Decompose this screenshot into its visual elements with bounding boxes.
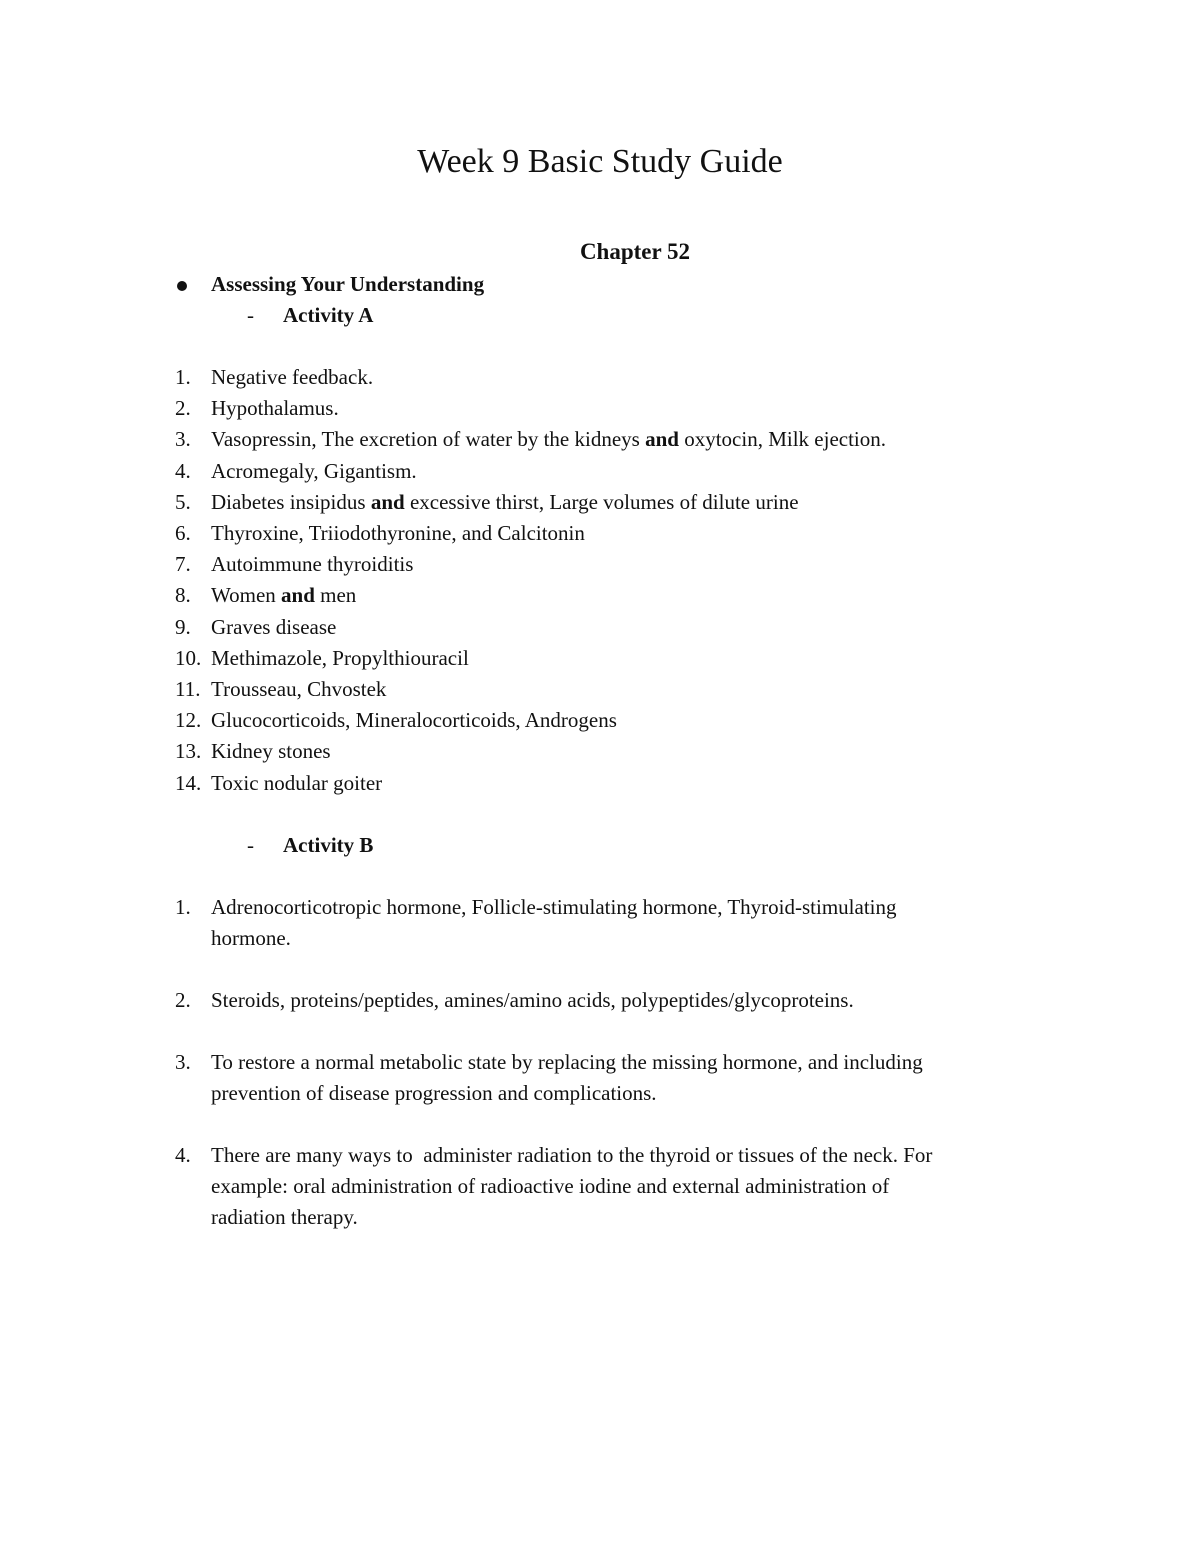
list-item-text: Diabetes insipidus and excessive thirst, Large volumes of dilute urine xyxy=(211,489,799,514)
list-item-text: Acromegaly, Gigantism. xyxy=(211,458,417,483)
list-item-text: Negative feedback. xyxy=(211,365,374,389)
page-title: Week 9 Basic Study Guide xyxy=(417,143,783,180)
list-item-number: 1. xyxy=(175,365,191,389)
list-item-number: 7. xyxy=(175,552,191,577)
dash-icon: - xyxy=(247,833,254,857)
list-item-number: 8. xyxy=(175,583,191,608)
list-item-number: 11. xyxy=(175,677,201,701)
list-item-text: Glucocorticoids, Mineralocorticoids, Androgens xyxy=(211,708,617,733)
emphasis-text: and xyxy=(645,427,679,452)
list-item-number: 5. xyxy=(175,489,191,514)
list-item-text: radiation therapy. xyxy=(211,1205,358,1229)
list-item-text: To restore a normal metabolic state by replacing the missing hormone, and including xyxy=(211,1050,923,1074)
section-heading: Assessing Your Understanding xyxy=(211,272,485,296)
emphasis-text: and xyxy=(281,583,315,608)
list-item-text: Hypothalamus. xyxy=(211,396,339,421)
list-item-text: Thyroxine, Triiodothyronine, and Calcitonin xyxy=(211,521,585,545)
list-item-text: Kidney stones xyxy=(211,739,331,764)
list-item-number: 9. xyxy=(175,614,191,639)
list-item-text: Steroids, proteins/peptides, amines/amino acids, polypeptides/glycoproteins. xyxy=(211,988,854,1012)
list-item-number: 2. xyxy=(175,988,191,1012)
list-item-text: Toxic nodular goiter xyxy=(211,770,383,795)
list-item-number: 13. xyxy=(175,739,202,764)
list-item-text: Adrenocorticotropic hormone, Follicle-stimulating hormone, Thyroid-stimulating xyxy=(211,895,897,919)
list-item-number: 3. xyxy=(175,1050,191,1074)
list-item-number: 6. xyxy=(175,521,191,545)
list-item-text: Women and men xyxy=(211,583,357,608)
list-item-text: hormone. xyxy=(211,926,291,950)
emphasis-text: and xyxy=(370,489,405,514)
list-item-number: 12. xyxy=(175,708,202,733)
dash-icon: - xyxy=(247,303,254,327)
list-item-number: 2. xyxy=(175,396,191,421)
list-item-number: 1. xyxy=(175,895,191,919)
list-item-text: Graves disease xyxy=(211,614,337,639)
list-item-text: Autoimmune thyroiditis xyxy=(211,552,414,577)
activity-b-heading: Activity B xyxy=(283,833,374,857)
list-item-text: Methimazole, Propylthiouracil xyxy=(211,645,469,670)
list-item-number: 14. xyxy=(175,770,202,795)
list-item-number: 4. xyxy=(175,1143,191,1167)
activity-a-heading: Activity A xyxy=(283,303,374,327)
chapter-heading: Chapter 52 xyxy=(579,239,691,264)
list-item-text: example: oral administration of radioactive iodine and external administration of xyxy=(211,1174,890,1198)
list-item-text: There are many ways to administer radiation to the thyroid or tissues of the neck. For xyxy=(211,1143,933,1167)
list-item-number: 4. xyxy=(175,458,191,483)
bullet-icon xyxy=(177,281,187,291)
list-item-number: 10. xyxy=(175,645,202,670)
list-item-number: 3. xyxy=(175,427,191,452)
list-item-text: Trousseau, Chvostek xyxy=(211,677,387,701)
list-item-text: prevention of disease progression and complications. xyxy=(211,1081,657,1105)
list-item-text: Vasopressin, The excretion of water by the kidneys and oxytocin, Milk ejection. xyxy=(211,427,886,452)
